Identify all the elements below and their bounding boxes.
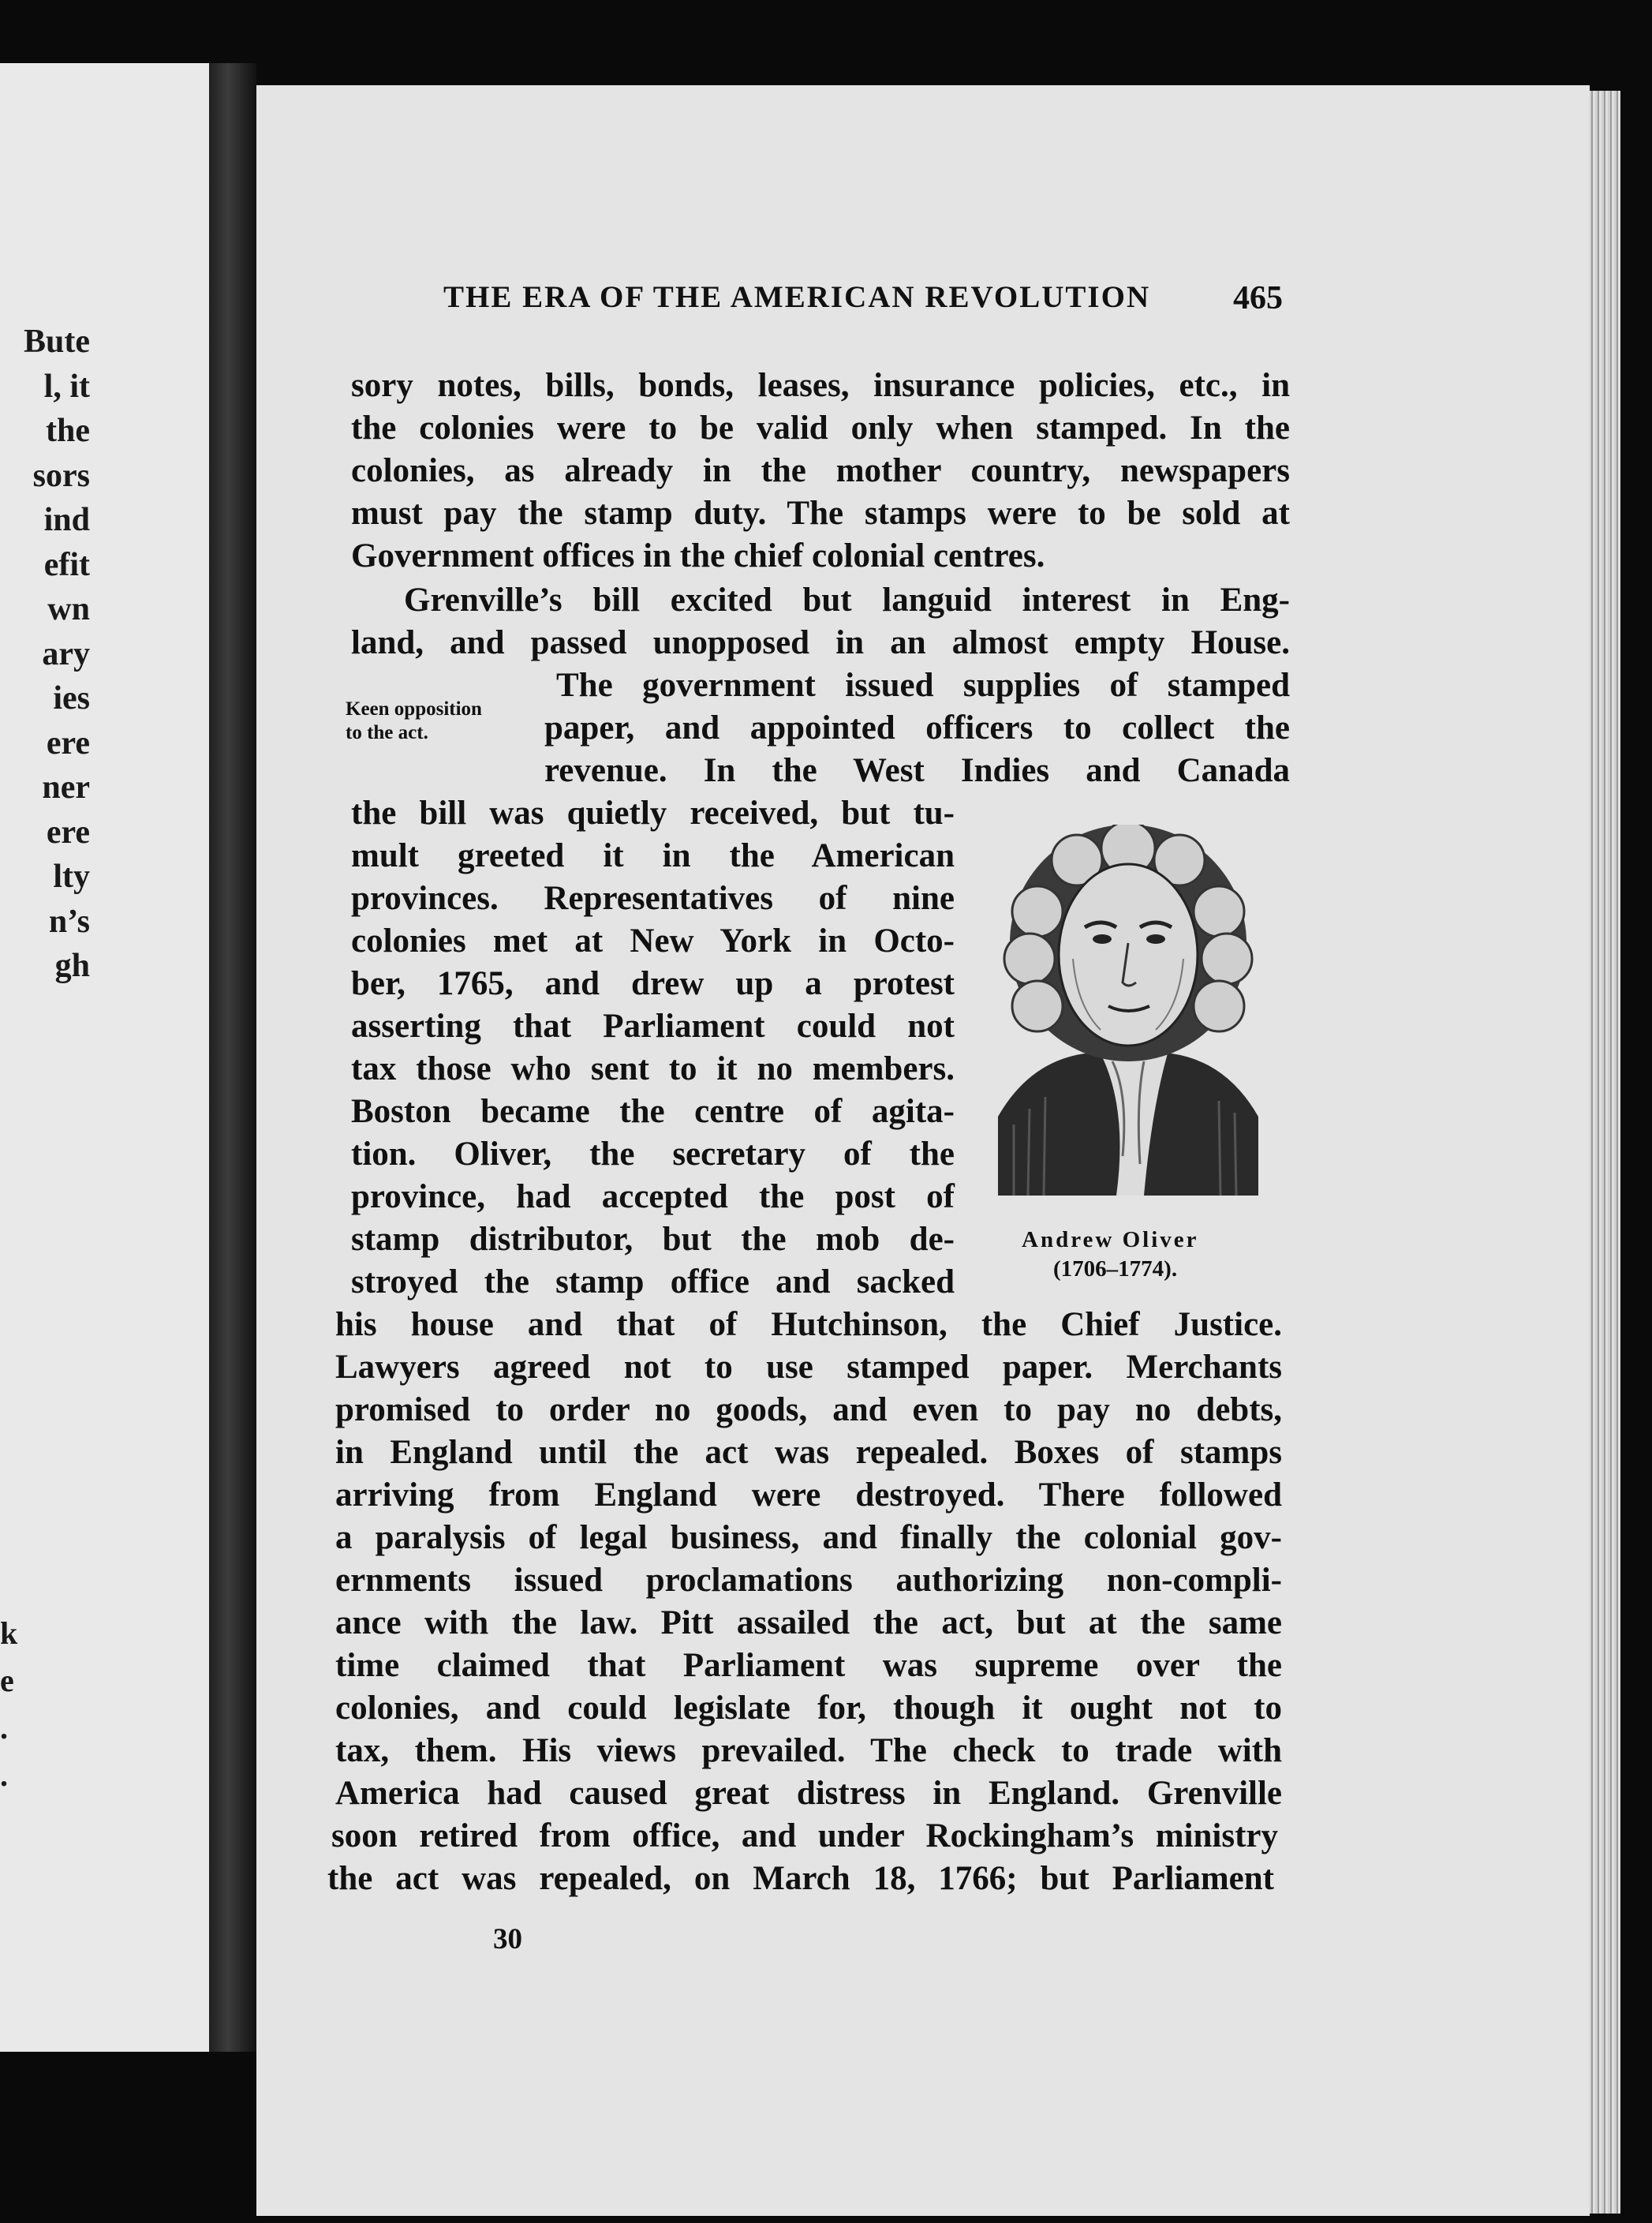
body-line: ber, 1765, and drew up a protest	[351, 965, 955, 1002]
left-page-text-fragments	[0, 320, 90, 989]
body-line: America had caused great distress in England. Grenville	[335, 1775, 1282, 1812]
andrew-oliver-portrait	[982, 825, 1274, 1219]
left-fragment: wn	[47, 591, 90, 627]
portrait-caption-name: Andrew Oliver	[1022, 1227, 1199, 1252]
body-line: Lawyers agreed not to use stamped paper. Merchants	[335, 1349, 1282, 1386]
left-fragment: n’s	[48, 903, 90, 940]
body-line: must pay the stamp duty. The stamps were to be sold at	[351, 495, 1290, 532]
body-line: sory notes, bills, bonds, leases, insurance policies, etc., in	[351, 367, 1290, 404]
left-fragment: ies	[53, 680, 90, 717]
left-fragment: the	[46, 413, 90, 449]
body-line: provinces. Representatives of nine	[351, 880, 955, 917]
body-line: paper, and appointed officers to collect the	[544, 709, 1290, 747]
left-fragment: efit	[43, 546, 90, 583]
left-fragment: l, it	[43, 368, 90, 405]
body-line: colonies, and could legislate for, though it ought not to	[335, 1690, 1282, 1727]
body-line: in England until the act was repealed. Boxes of stamps	[335, 1434, 1282, 1471]
left-fragment: ind	[43, 502, 90, 538]
body-line: revenue. In the West Indies and Canada	[544, 752, 1290, 789]
body-line: his house and that of Hutchinson, the Chief Justice.	[335, 1306, 1282, 1343]
body-line: time claimed that Parliament was supreme over the	[335, 1647, 1282, 1684]
body-line: The government issued supplies of stamped	[556, 667, 1290, 704]
left-page-marks	[0, 1610, 17, 1799]
body-line: Boston became the centre of agita-	[351, 1093, 955, 1130]
page-number: 465	[1233, 280, 1283, 316]
body-line: tax those who sent to it no members.	[351, 1050, 955, 1087]
left-fragment: ere	[46, 814, 90, 851]
body-line: colonies met at New York in Octo-	[351, 923, 955, 960]
body-line: stroyed the stamp office and sacked	[351, 1263, 955, 1300]
body-line: promised to order no goods, and even to pay no debts,	[335, 1391, 1282, 1428]
left-fragment: ere	[46, 724, 90, 762]
left-fragment: lty	[53, 859, 90, 895]
signature-mark: 30	[493, 1923, 522, 1955]
facing-page-left	[0, 63, 209, 2052]
left-mark: .	[0, 1710, 8, 1746]
portrait-caption-dates: (1706–1774).	[1053, 1256, 1178, 1282]
body-line: tion. Oliver, the secretary of the	[351, 1136, 955, 1173]
body-line: the act was repealed, on March 18, 1766; but Parliament	[327, 1860, 1274, 1897]
left-mark: k	[0, 1615, 18, 1651]
body-line: soon retired from office, and under Rockingham’s ministry	[331, 1817, 1278, 1854]
left-fragment: ary	[42, 635, 90, 672]
book-spine-gutter	[209, 63, 256, 2052]
body-line: province, had accepted the post of	[351, 1178, 955, 1215]
left-fragment: sors	[32, 457, 90, 494]
running-title: THE ERA OF THE AMERICAN REVOLUTION	[443, 280, 1151, 314]
left-mark: .	[0, 1757, 8, 1793]
left-mark: e	[0, 1663, 14, 1698]
body-line: asserting that Parliament could not	[351, 1008, 955, 1045]
left-fragment: ner	[42, 769, 90, 806]
body-line: stamp distributor, but the mob de-	[351, 1221, 955, 1258]
margin-sidenote	[346, 698, 482, 745]
body-line: colonies, as already in the mother country, newspapers	[351, 452, 1290, 489]
body-line: land, and passed unopposed in an almost empty House.	[351, 624, 1290, 661]
body-line: mult greeted it in the American	[351, 837, 955, 874]
sidenote-line: to the act.	[346, 722, 428, 743]
body-line: a paralysis of legal business, and finally the colonial gov-	[335, 1519, 1282, 1556]
sidenote-line: Keen opposition	[346, 698, 482, 720]
body-line: ernments issued proclamations authorizing non-compli-	[335, 1562, 1282, 1599]
body-line: Grenville’s bill excited but languid interest in Eng-	[404, 582, 1290, 619]
left-fragment: Bute	[24, 324, 90, 360]
body-line: arriving from England were destroyed. There followed	[335, 1476, 1282, 1514]
body-line: Government offices in the chief colonial centres.	[351, 537, 1045, 574]
body-line: ance with the law. Pitt assailed the act, but at the same	[335, 1604, 1282, 1641]
left-fragment: gh	[54, 948, 90, 984]
body-line: the colonies were to be valid only when stamped. In the	[351, 410, 1290, 447]
body-line: tax, them. His views prevailed. The check to trade with	[335, 1732, 1282, 1769]
body-line: the bill was quietly received, but tu-	[351, 795, 955, 832]
